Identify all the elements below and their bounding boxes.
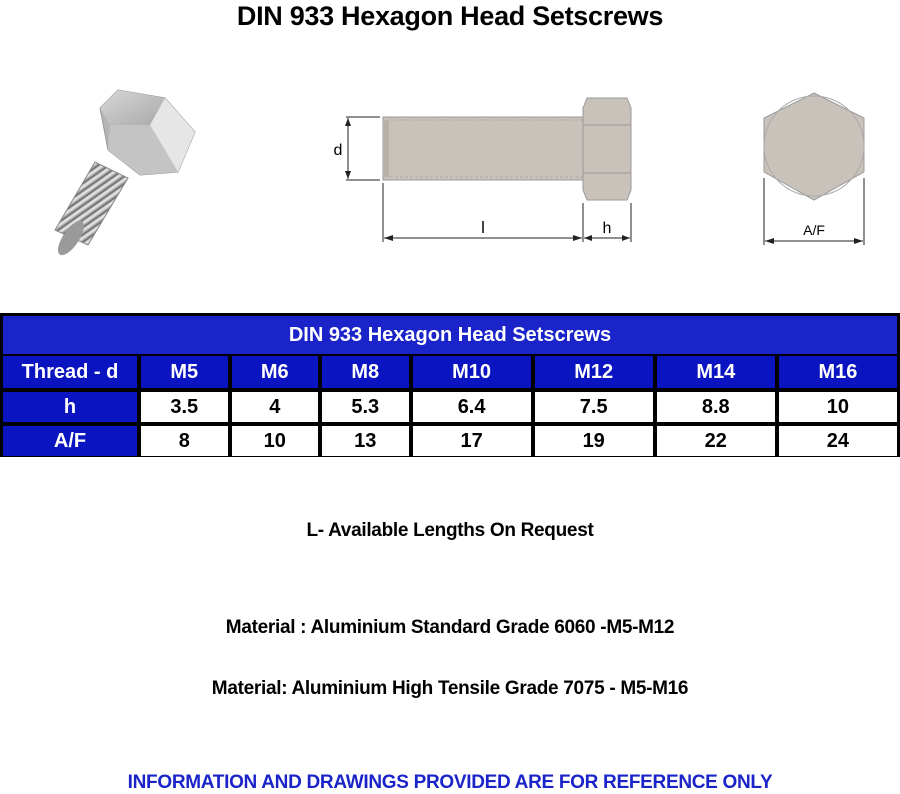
header-label: Thread - d [3,354,137,388]
table-cell: 10 [775,388,897,422]
page-title: DIN 933 Hexagon Head Setscrews [236,1,664,31]
size-header: M5 [137,354,228,388]
table-cell: 13 [318,422,409,456]
size-header: M12 [531,354,653,388]
spec-table [0,313,900,457]
size-header: M10 [409,354,531,388]
disclaimer-note: INFORMATION AND DRAWINGS PROVIDED ARE FOR REFERENCE ONLY [127,772,773,793]
table-cell: 7.5 [531,388,653,422]
table-cell: 8 [137,422,228,456]
table-cell: 3.5 [137,388,228,422]
bolt-end-view-drawing [764,93,864,245]
table-cell: 4 [228,388,318,422]
table-caption-row [3,316,897,354]
size-header: M8 [318,354,409,388]
table-row [3,388,897,422]
size-header: M6 [228,354,318,388]
bolt-side-view-drawing [334,98,631,242]
size-header: M16 [775,354,897,388]
material-standard-note: Material : Aluminium Standard Grade 6060 -M5-M12 [225,617,675,638]
spec-table-grid [3,316,897,456]
table-row [3,422,897,456]
dim-h-label: h [602,220,612,237]
row-label-af: A/F [3,422,137,456]
drawings-area [0,80,900,260]
table-header-row [3,354,897,388]
row-label-h: h [3,388,137,422]
dim-l-label: l [481,218,485,237]
table-caption: DIN 933 Hexagon Head Setscrews [3,316,897,354]
table-cell: 24 [775,422,897,456]
dim-af-label: A/F [803,222,825,238]
lengths-note: L- Available Lengths On Request [306,520,594,541]
table-cell: 5.3 [318,388,409,422]
size-header: M14 [653,354,775,388]
table-cell: 22 [653,422,775,456]
dim-d-label: d [333,142,343,159]
table-cell: 6.4 [409,388,531,422]
table-cell: 8.8 [653,388,775,422]
table-cell: 10 [228,422,318,456]
table-cell: 17 [409,422,531,456]
material-high-note: Material: Aluminium High Tensile Grade 7075 - M5-M16 [211,678,689,699]
bolt-3d-image [53,90,195,259]
table-cell: 19 [531,422,653,456]
